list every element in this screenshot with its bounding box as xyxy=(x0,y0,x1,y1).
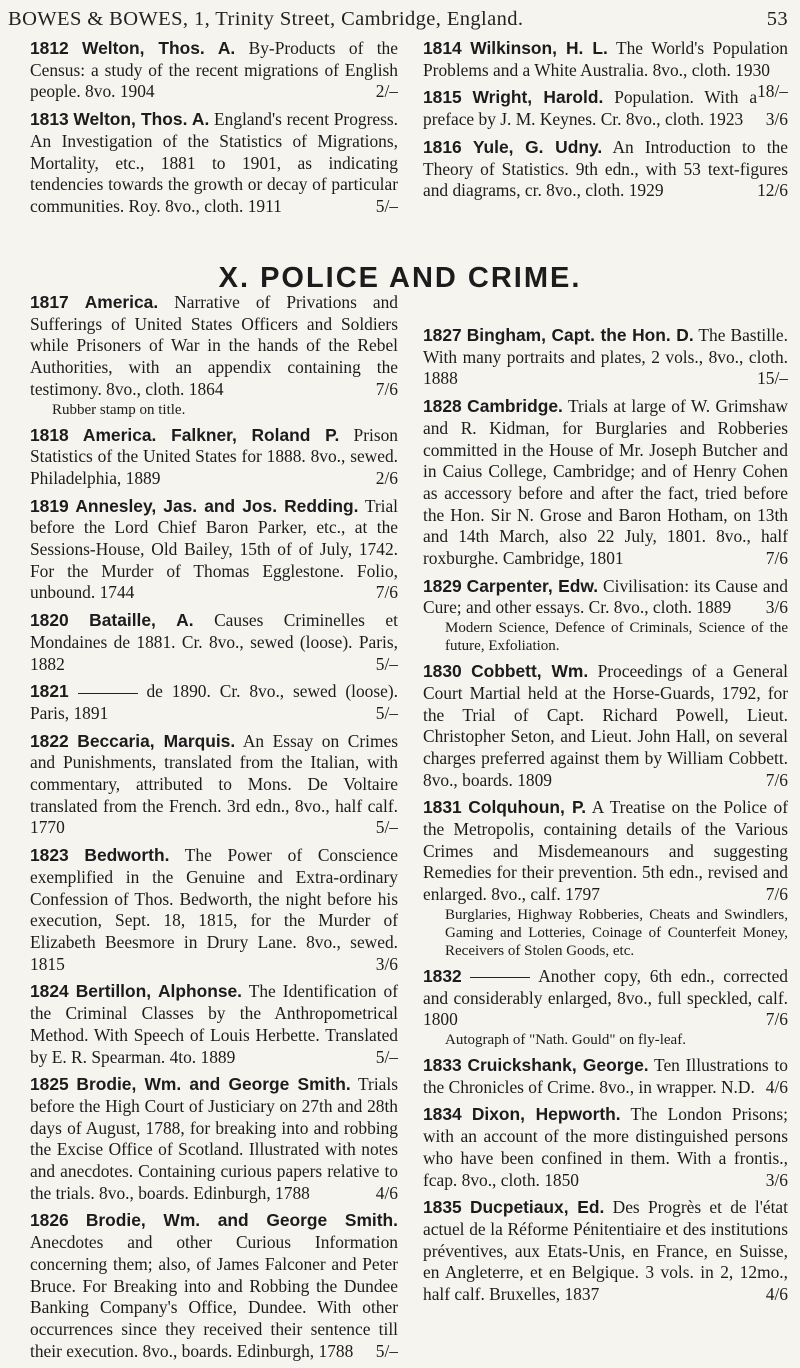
catalogue-entry xyxy=(30,38,398,103)
entry-price: 7/6 xyxy=(375,582,398,603)
entry-author: Ducpetiaux, Ed. xyxy=(469,1197,605,1218)
catalogue-entry xyxy=(423,325,788,390)
entry-author: Wilkinson, H. L. xyxy=(470,38,608,58)
catalogue-entry xyxy=(423,797,788,960)
entry-price: 7/6 xyxy=(765,1009,788,1030)
catalogue-entry xyxy=(423,576,788,655)
left-column-top xyxy=(30,38,398,224)
entry-author: Welton, Thos. A. xyxy=(82,38,236,58)
entry-price: 4/6 xyxy=(375,1182,398,1203)
entry-price: 5/– xyxy=(375,1340,398,1361)
entry-number: 1813 xyxy=(30,109,69,130)
catalogue-entry xyxy=(30,292,398,419)
right-column-section xyxy=(423,325,788,1312)
entry-price: 3/6 xyxy=(375,953,398,974)
entry-number: 1832 xyxy=(423,965,462,986)
entry-number: 1835 xyxy=(423,1197,462,1218)
catalogue-entry xyxy=(30,425,398,490)
entry-description: England's recent Progress. An Investigation of the Statistics of Migrations, Mortality, etc., 1881 to 1901, as indicating tendencies towards the growth or decay of particular communities. Roy. 8vo., cloth. 1911 xyxy=(30,109,398,216)
entry-author: Carpenter, Edw. xyxy=(466,575,599,596)
entry-author: Beccaria, Marquis. xyxy=(77,730,236,751)
entry-author: Bataille, A. xyxy=(89,610,194,631)
entry-author: America. Falkner, Roland P. xyxy=(82,424,340,445)
catalogue-entry xyxy=(423,966,788,1049)
entry-description: Proceedings of a General Court Martial held at the Horse-Guards, 1792, for the Trial of Capt. Richard Powell, Lieut. Christopher Seton, and Lieut. John Hall, on several charges preferred against them by William Cobbett. 8vo., boards. 1809 xyxy=(423,661,788,790)
entry-price: 5/– xyxy=(375,1046,398,1067)
catalogue-entry xyxy=(30,681,398,724)
left-column-section xyxy=(30,292,398,1368)
catalogue-entry xyxy=(30,845,398,975)
entry-description: An Essay on Crimes and Punishments, translated from the Italian, with commentary, attributed to Mons. De Voltaire translated from the French. 3rd edn., 8vo., half calf. 1770 xyxy=(30,730,398,838)
entry-description: Prison Statistics of the United States for 1888. 8vo., sewed. Philadelphia, 1889 xyxy=(30,424,398,488)
entry-price: 5/– xyxy=(375,653,398,674)
entry-number: 1814 xyxy=(423,38,462,58)
entry-author: Yule, G. Udny. xyxy=(472,136,603,157)
entry-description: Trial before the Lord Chief Baron Parker, etc., at the Sessions-House, Old Bailey, 15th of of July, 1742. For the Murder of Thomas Egglestone. Folio, unbound. 1744 xyxy=(30,495,398,603)
entry-description: Causes Criminelles et Mondaines de 1881. Cr. 8vo., sewed (loose). Paris, 1882 xyxy=(30,610,398,674)
entry-number: 1834 xyxy=(423,1104,462,1125)
catalogue-entry xyxy=(423,1197,788,1306)
entry-number: 1815 xyxy=(423,87,462,108)
catalogue-entry xyxy=(423,1104,788,1191)
entry-author: America. xyxy=(84,292,159,312)
running-header xyxy=(8,8,788,31)
catalogue-entry xyxy=(30,731,398,840)
catalogue-entry xyxy=(423,137,788,202)
entry-number: 1818 xyxy=(30,424,69,445)
entry-price: 12/6 xyxy=(757,180,788,201)
entry-number: 1833 xyxy=(423,1054,462,1075)
entry-note: Autograph of "Nath. Gould" on fly-leaf. xyxy=(445,1031,686,1048)
entry-description: The Bastille. With many portraits and plates, 2 vols., 8vo., cloth. 1888 xyxy=(423,325,788,389)
right-column-top xyxy=(423,38,788,208)
entry-price: 3/6 xyxy=(765,109,788,130)
entry-number: 1831 xyxy=(423,797,462,818)
entry-number: 1821 xyxy=(30,681,69,702)
entry-price: 7/6 xyxy=(765,548,788,569)
entry-number: 1812 xyxy=(30,38,69,58)
entry-note: Burglaries, Highway Robberies, Cheats and Swindlers, Gaming and Lotteries, Coinage of Counterfeit Money, Receivers of Stolen Goods, etc. xyxy=(445,906,788,959)
entry-note: Rubber stamp on title. xyxy=(52,401,186,418)
entry-description: Population. With a preface by J. M. Keynes. Cr. 8vo., cloth. 1923 xyxy=(423,87,758,130)
entry-number: 1820 xyxy=(30,610,69,631)
entry-author: Wright, Harold. xyxy=(472,87,604,108)
entry-price: 4/6 xyxy=(765,1284,788,1305)
entry-author: Bertillon, Alphonse. xyxy=(75,981,243,1002)
entry-description: Des Progrès et de l'état actuel de la Réforme Pénitentiaire et des institutions préventives, aux Etats-Unis, en France, en Suisse, en Angleterre, et en Belgique. 3 vols. in 2, 12mo., half calf. Bruxelles, 1837 xyxy=(423,1197,788,1305)
catalogue-entry xyxy=(423,396,788,570)
catalogue-entry xyxy=(30,981,398,1068)
entry-price: 3/6 xyxy=(765,597,788,618)
entry-number: 1825 xyxy=(30,1074,69,1095)
entry-description: Ten Illustrations to the Chronicles of Crime. 8vo., in wrapper. N.D. xyxy=(423,1054,788,1097)
entry-note: Modern Science, Defence of Criminals, Science of the future, Exfoliation. xyxy=(445,620,788,655)
catalogue-entry xyxy=(30,610,398,675)
entry-author: Cobbett, Wm. xyxy=(471,661,589,682)
entry-price: 18/– xyxy=(757,81,788,102)
entry-description: Another copy, 6th edn., corrected and considerably enlarged, 8vo., full speckled, calf. 1800 xyxy=(423,965,788,1030)
page-number: 53 xyxy=(766,8,788,30)
entry-number: 1817 xyxy=(30,292,69,312)
section-title: X. POLICE AND CRIME. xyxy=(218,262,582,294)
catalogue-entry xyxy=(423,661,788,791)
entry-price: 5/– xyxy=(375,195,398,216)
catalogue-entry xyxy=(423,1055,788,1098)
entry-number: 1829 xyxy=(423,575,462,596)
entry-price: 3/6 xyxy=(765,1169,788,1190)
entry-number: 1822 xyxy=(30,730,69,751)
entry-author: Brodie, Wm. and George Smith. xyxy=(85,1210,398,1231)
catalogue-entry xyxy=(30,496,398,605)
entry-description: By-Products of the Census: a study of the recent migrations of English people. 8vo. 1904 xyxy=(30,38,398,102)
catalogue-entry xyxy=(30,1074,398,1204)
running-title: BOWES & BOWES, 1, Trinity Street, Cambridge, England. xyxy=(8,8,524,30)
entry-description: Trials at large of W. Grimshaw and R. Kidman, for Burglaries and Robberies committed in the House of Mr. Joseph Butcher and in Caius College, Cambridge; and of Henry Cohen as accessory before and after the fact, tried before the Hon. Sir N. Grose and Baron Hotham, on 13th and 14th March, also 22 July, 1801. 8vo., half roxburghe. Cambridge, 1801 xyxy=(423,396,788,569)
entry-price: 7/6 xyxy=(765,769,788,790)
ditto-rule xyxy=(78,693,138,694)
catalogue-entry xyxy=(30,1210,398,1362)
catalogue-entry xyxy=(30,109,398,218)
entry-price: 15/– xyxy=(757,368,788,389)
entry-author: Brodie, Wm. and George Smith. xyxy=(76,1074,351,1095)
entry-author: Cruickshank, George. xyxy=(467,1054,649,1075)
entry-author: Bingham, Capt. the Hon. D. xyxy=(466,325,694,345)
entry-author: Cambridge. xyxy=(467,396,563,417)
entry-description: An Introduction to the Theory of Statistics. 9th edn., with 53 text-figures and diagrams, cr. 8vo., cloth. 1929 xyxy=(423,136,788,201)
entry-number: 1824 xyxy=(30,981,69,1002)
entry-number: 1830 xyxy=(423,661,462,682)
entry-number: 1827 xyxy=(423,325,462,345)
entry-author: Dixon, Hepworth. xyxy=(471,1104,621,1125)
entry-price: 7/6 xyxy=(375,378,398,399)
entry-number: 1823 xyxy=(30,845,69,866)
entry-author: Bedworth. xyxy=(84,845,170,866)
entry-price: 5/– xyxy=(375,702,398,723)
entry-price: 2/– xyxy=(375,81,398,102)
entry-description: Anecdotes and other Curious Information concerning them; also, of James Falconer and Peter Bruce. For Breaking into and Robbing the Dundee Banking Company's Office, Dundee. With other occurrences since they received their sentence till their execution. 8vo., boards. Edinburgh, 1788 xyxy=(30,1232,398,1361)
entry-description: A Treatise on the Police of the Metropolis, containing details of the Various Crimes and Misdemeanours and suggesting Remedies for their prevention. 5th edn., revised and enlarged. 8vo., calf. 1797 xyxy=(423,797,788,905)
entry-description: Trials before the High Court of Justiciary on 27th and 28th days of August, 1788, for breaking into and robbing the Excise Office of Scotland. Illustrated with notes and anecdotes. Containing curious papers relative to the trials. 8vo., boards. Edinburgh, 1788 xyxy=(30,1074,398,1203)
entry-number: 1819 xyxy=(30,495,69,516)
entry-number: 1826 xyxy=(30,1210,69,1231)
entry-price: 4/6 xyxy=(765,1076,788,1097)
entry-number: 1828 xyxy=(423,396,462,417)
entry-author: Welton, Thos. A. xyxy=(73,109,210,130)
entry-description: Civilisation: its Cause and Cure; and other essays. Cr. 8vo., cloth. 1889 xyxy=(423,575,788,618)
entry-price: 2/6 xyxy=(375,467,398,488)
entry-price: 5/– xyxy=(375,817,398,838)
entry-description: The Identification of the Criminal Classes by the Anthropometrical Method. With Speech of Louis Herbette. Translated by E. R. Spearman. 4to. 1889 xyxy=(30,981,398,1067)
entry-author: Annesley, Jas. and Jos. Redding. xyxy=(75,495,359,516)
entry-description: The London Prisons; with an account of the more distinguished persons who have been confined in them. With a frontis., fcap. 8vo., cloth. 1850 xyxy=(423,1104,788,1190)
entry-author: Colquhoun, P. xyxy=(468,797,587,818)
entry-description: The World's Population Problems and a White Australia. 8vo., cloth. 1930 xyxy=(423,38,788,80)
entry-price: 7/6 xyxy=(765,884,788,905)
entry-number: 1816 xyxy=(423,136,462,157)
catalogue-entry xyxy=(423,87,788,130)
ditto-rule xyxy=(470,977,530,978)
entry-description: Narrative of Privations and Sufferings of United States Officers and Soldiers while Prisoners of War in the hands of the Rebel Authorities, with an appendix containing the testimony. 8vo., cloth. 1864 xyxy=(30,292,398,399)
entry-description: de 1890. Cr. 8vo., sewed (loose). Paris, 1891 xyxy=(30,681,398,723)
entry-description: The Power of Conscience exemplified in the Genuine and Extra-ordinary Confession of Thos. Bedworth, the night before his execution, Sept. 18, 1815, for the Murder of Elizabeth Beesmore in Drury Lane. 8vo., sewed. 1815 xyxy=(30,845,398,974)
